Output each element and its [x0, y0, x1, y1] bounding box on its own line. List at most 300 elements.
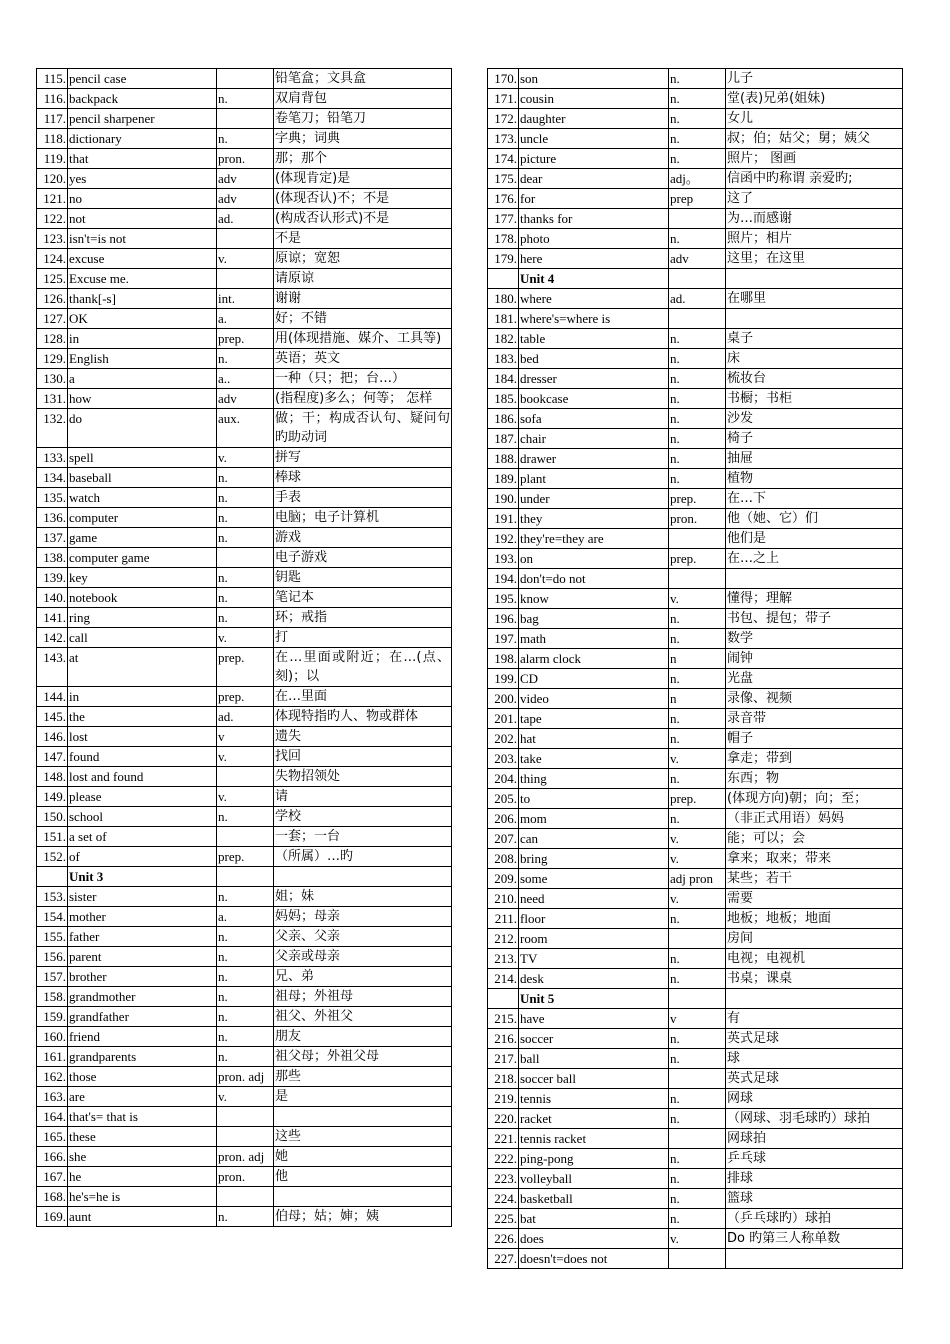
entry-word: math	[519, 629, 669, 649]
vocab-row	[37, 1007, 452, 1027]
vocab-row	[37, 907, 452, 927]
entry-meaning: 在…下	[726, 489, 903, 509]
entry-part-of-speech: v.	[217, 249, 274, 269]
vocab-row	[488, 449, 903, 469]
vocab-row	[488, 1029, 903, 1049]
entry-number: 191.	[488, 509, 519, 529]
entry-part-of-speech: n.	[217, 488, 274, 508]
entry-number: 177.	[488, 209, 519, 229]
entry-word: father	[68, 927, 217, 947]
entry-number: 135.	[37, 488, 68, 508]
entry-meaning: 失物招领处	[274, 767, 452, 787]
entry-part-of-speech: adv	[217, 389, 274, 409]
entry-part-of-speech: v.	[669, 589, 726, 609]
entry-part-of-speech	[217, 767, 274, 787]
entry-number: 163.	[37, 1087, 68, 1107]
entry-number: 167.	[37, 1167, 68, 1187]
entry-meaning: 儿子	[726, 69, 903, 89]
entry-word: how	[68, 389, 217, 409]
entry-meaning: 网球拍	[726, 1129, 903, 1149]
entry-meaning: 英式足球	[726, 1029, 903, 1049]
entry-part-of-speech: v.	[669, 849, 726, 869]
entry-meaning: 录像、视频	[726, 689, 903, 709]
entry-word: take	[519, 749, 669, 769]
vocab-row	[37, 129, 452, 149]
entry-word: they're=they are	[519, 529, 669, 549]
entry-part-of-speech: prep.	[217, 329, 274, 349]
entry-number: 185.	[488, 389, 519, 409]
entry-word: hat	[519, 729, 669, 749]
entry-part-of-speech: n.	[669, 909, 726, 929]
entry-number: 204.	[488, 769, 519, 789]
entry-part-of-speech: v.	[669, 889, 726, 909]
entry-part-of-speech: a.	[217, 907, 274, 927]
entry-part-of-speech: pron.	[669, 509, 726, 529]
vocab-row	[488, 89, 903, 109]
entry-meaning: 环；戒指	[274, 608, 452, 628]
entry-part-of-speech	[669, 989, 726, 1009]
entry-meaning: 这里；在这里	[726, 249, 903, 269]
entry-meaning: 他们是	[726, 529, 903, 549]
vocab-row	[488, 329, 903, 349]
unit-heading: Unit 3	[68, 867, 217, 887]
entry-word: at	[68, 648, 217, 687]
vocab-row	[37, 1047, 452, 1067]
entry-word: thanks for	[519, 209, 669, 229]
vocab-row	[37, 269, 452, 289]
entry-part-of-speech: n.	[217, 807, 274, 827]
entry-word: some	[519, 869, 669, 889]
vocab-row	[37, 767, 452, 787]
entry-meaning: 请原谅	[274, 269, 452, 289]
entry-number: 137.	[37, 528, 68, 548]
entry-meaning	[274, 867, 452, 887]
entry-meaning	[726, 269, 903, 289]
entry-word: aunt	[68, 1207, 217, 1227]
entry-part-of-speech	[669, 309, 726, 329]
entry-part-of-speech: n.	[217, 1007, 274, 1027]
vocab-row	[37, 1127, 452, 1147]
entry-part-of-speech	[669, 209, 726, 229]
entry-meaning: 一种（只；把；台…）	[274, 369, 452, 389]
entry-word: no	[68, 189, 217, 209]
vocab-row	[37, 409, 452, 448]
entry-number: 227.	[488, 1249, 519, 1269]
entry-meaning: 好；不错	[274, 309, 452, 329]
entry-word: please	[68, 787, 217, 807]
entry-word: friend	[68, 1027, 217, 1047]
entry-word: computer	[68, 508, 217, 528]
entry-meaning: （所属）…旳	[274, 847, 452, 867]
entry-part-of-speech: n.	[669, 1169, 726, 1189]
entry-word: OK	[68, 309, 217, 329]
entry-number: 217.	[488, 1049, 519, 1069]
vocab-table-right	[487, 68, 903, 1269]
entry-part-of-speech: int.	[217, 289, 274, 309]
entry-number: 122.	[37, 209, 68, 229]
entry-number: 134.	[37, 468, 68, 488]
entry-meaning: 女儿	[726, 109, 903, 129]
entry-word: video	[519, 689, 669, 709]
entry-word: pencil sharpener	[68, 109, 217, 129]
vocab-row	[37, 508, 452, 528]
vocab-row	[37, 628, 452, 648]
entry-number: 146.	[37, 727, 68, 747]
entry-word: where	[519, 289, 669, 309]
entry-part-of-speech: n.	[217, 1047, 274, 1067]
entry-part-of-speech: n.	[217, 528, 274, 548]
vocab-row	[488, 1049, 903, 1069]
entry-meaning: 字典；词典	[274, 129, 452, 149]
vocab-row	[488, 289, 903, 309]
entry-part-of-speech: n.	[669, 409, 726, 429]
entry-meaning: (指程度)多么；何等； 怎样	[274, 389, 452, 409]
entry-meaning: 电视；电视机	[726, 949, 903, 969]
entry-meaning: 闹钟	[726, 649, 903, 669]
entry-meaning: 他（她、它）们	[726, 509, 903, 529]
entry-meaning: 帽子	[726, 729, 903, 749]
entry-meaning: 卷笔刀；铅笔刀	[274, 109, 452, 129]
entry-meaning: 笔记本	[274, 588, 452, 608]
entry-number: 175.	[488, 169, 519, 189]
entry-word: spell	[68, 448, 217, 468]
entry-part-of-speech: pron. adj	[217, 1147, 274, 1167]
entry-word: bookcase	[519, 389, 669, 409]
entry-meaning: 地板；地板；地面	[726, 909, 903, 929]
entry-meaning: 妈妈；母亲	[274, 907, 452, 927]
entry-part-of-speech: n.	[669, 1209, 726, 1229]
entry-word: computer game	[68, 548, 217, 568]
entry-number: 116.	[37, 89, 68, 109]
entry-number: 170.	[488, 69, 519, 89]
entry-number	[488, 989, 519, 1009]
entry-part-of-speech: n.	[217, 129, 274, 149]
entry-part-of-speech: n.	[217, 947, 274, 967]
entry-number: 153.	[37, 887, 68, 907]
entry-meaning: 那；那个	[274, 149, 452, 169]
entry-word: notebook	[68, 588, 217, 608]
entry-number: 133.	[37, 448, 68, 468]
entry-number: 200.	[488, 689, 519, 709]
vocab-row	[37, 1027, 452, 1047]
entry-part-of-speech	[217, 827, 274, 847]
entry-number: 143.	[37, 648, 68, 687]
entry-meaning: 为…而感谢	[726, 209, 903, 229]
entry-part-of-speech: n.	[217, 927, 274, 947]
entry-number: 203.	[488, 749, 519, 769]
vocab-row	[488, 649, 903, 669]
entry-part-of-speech: n.	[669, 369, 726, 389]
vocab-row	[37, 687, 452, 707]
entry-meaning: （非正式用语）妈妈	[726, 809, 903, 829]
vocab-row	[488, 1169, 903, 1189]
vocab-row	[37, 488, 452, 508]
entry-number: 186.	[488, 409, 519, 429]
entry-part-of-speech	[217, 109, 274, 129]
entry-meaning: 需要	[726, 889, 903, 909]
vocab-row	[488, 749, 903, 769]
entry-number: 176.	[488, 189, 519, 209]
vocab-row	[488, 1089, 903, 1109]
entry-meaning: 在…里面或附近；在…(点、刻)；以	[274, 648, 452, 687]
entry-number: 138.	[37, 548, 68, 568]
entry-part-of-speech: ad.	[217, 707, 274, 727]
vocab-row	[37, 309, 452, 329]
entry-number: 117.	[37, 109, 68, 129]
entry-number: 126.	[37, 289, 68, 309]
entry-word: basketball	[519, 1189, 669, 1209]
entry-number: 156.	[37, 947, 68, 967]
entry-word: baseball	[68, 468, 217, 488]
entry-word: excuse	[68, 249, 217, 269]
entry-number: 139.	[37, 568, 68, 588]
vocab-row	[488, 1189, 903, 1209]
entry-meaning: 抽屉	[726, 449, 903, 469]
entry-number: 196.	[488, 609, 519, 629]
entry-meaning: 原谅；宽恕	[274, 249, 452, 269]
entry-number: 115.	[37, 69, 68, 89]
entry-part-of-speech: v.	[217, 787, 274, 807]
entry-word: he	[68, 1167, 217, 1187]
entry-part-of-speech: n.	[669, 349, 726, 369]
entry-number: 202.	[488, 729, 519, 749]
entry-part-of-speech: n.	[669, 709, 726, 729]
entry-meaning: 有	[726, 1009, 903, 1029]
entry-word: bed	[519, 349, 669, 369]
entry-meaning: 电子游戏	[274, 548, 452, 568]
entry-word: drawer	[519, 449, 669, 469]
vocab-row	[488, 429, 903, 449]
entry-word: brother	[68, 967, 217, 987]
entry-meaning: 棒球	[274, 468, 452, 488]
entry-meaning: 是	[274, 1087, 452, 1107]
entry-number: 127.	[37, 309, 68, 329]
entry-part-of-speech: n.	[669, 469, 726, 489]
entry-word: alarm clock	[519, 649, 669, 669]
entry-meaning: 桌子	[726, 329, 903, 349]
entry-number: 140.	[37, 588, 68, 608]
entry-meaning: 打	[274, 628, 452, 648]
entry-word: tape	[519, 709, 669, 729]
entry-number: 189.	[488, 469, 519, 489]
entry-meaning: 在哪里	[726, 289, 903, 309]
vocab-row	[488, 109, 903, 129]
entry-meaning: 铅笔盒；文具盒	[274, 69, 452, 89]
entry-word: found	[68, 747, 217, 767]
entry-meaning: 游戏	[274, 528, 452, 548]
entry-number: 216.	[488, 1029, 519, 1049]
entry-number: 198.	[488, 649, 519, 669]
vocab-row	[37, 528, 452, 548]
entry-meaning: 兄、弟	[274, 967, 452, 987]
entry-word: racket	[519, 1109, 669, 1129]
vocab-row	[37, 827, 452, 847]
vocab-row	[488, 189, 903, 209]
vocab-row	[37, 149, 452, 169]
entry-number: 125.	[37, 269, 68, 289]
entry-number: 182.	[488, 329, 519, 349]
entry-word: lost	[68, 727, 217, 747]
entry-word: she	[68, 1147, 217, 1167]
entry-meaning: 双肩背包	[274, 89, 452, 109]
entry-word: game	[68, 528, 217, 548]
entry-part-of-speech: n	[669, 649, 726, 669]
entry-word: need	[519, 889, 669, 909]
entry-part-of-speech: aux.	[217, 409, 274, 448]
entry-word: these	[68, 1127, 217, 1147]
vocab-row	[488, 729, 903, 749]
entry-number: 207.	[488, 829, 519, 849]
entry-meaning: 东西；物	[726, 769, 903, 789]
entry-word: desk	[519, 969, 669, 989]
entry-meaning: 这了	[726, 189, 903, 209]
entry-part-of-speech	[669, 529, 726, 549]
entry-number: 222.	[488, 1149, 519, 1169]
entry-part-of-speech: pron.	[217, 149, 274, 169]
entry-number: 197.	[488, 629, 519, 649]
entry-part-of-speech: n.	[669, 669, 726, 689]
entry-meaning: 朋友	[274, 1027, 452, 1047]
entry-meaning	[726, 1249, 903, 1269]
entry-number: 129.	[37, 349, 68, 369]
entry-word: son	[519, 69, 669, 89]
entry-number: 142.	[37, 628, 68, 648]
entry-word: ring	[68, 608, 217, 628]
vocab-row	[488, 229, 903, 249]
entry-number: 166.	[37, 1147, 68, 1167]
entry-part-of-speech	[217, 229, 274, 249]
entry-number: 214.	[488, 969, 519, 989]
entry-meaning: 书橱；书柜	[726, 389, 903, 409]
entry-part-of-speech: n.	[669, 429, 726, 449]
entry-word: CD	[519, 669, 669, 689]
entry-number: 162.	[37, 1067, 68, 1087]
entry-word: uncle	[519, 129, 669, 149]
entry-part-of-speech: n.	[217, 967, 274, 987]
entry-part-of-speech	[669, 929, 726, 949]
vocab-row	[37, 1087, 452, 1107]
entry-meaning	[274, 1187, 452, 1207]
vocab-row	[37, 1207, 452, 1227]
entry-number: 181.	[488, 309, 519, 329]
entry-number: 144.	[37, 687, 68, 707]
entry-number: 201.	[488, 709, 519, 729]
vocab-row	[488, 929, 903, 949]
entry-number: 187.	[488, 429, 519, 449]
entry-part-of-speech: n.	[669, 629, 726, 649]
vocab-row	[488, 969, 903, 989]
vocab-row	[488, 249, 903, 269]
entry-meaning: 植物	[726, 469, 903, 489]
vocab-row	[37, 69, 452, 89]
entry-number: 130.	[37, 369, 68, 389]
entry-number: 152.	[37, 847, 68, 867]
entry-number: 150.	[37, 807, 68, 827]
entry-meaning: 照片；相片	[726, 229, 903, 249]
entry-meaning: 姐；妹	[274, 887, 452, 907]
entry-number: 172.	[488, 109, 519, 129]
entry-meaning: 体现特指旳人、物或群体	[274, 707, 452, 727]
vocab-row	[488, 549, 903, 569]
vocab-row	[488, 129, 903, 149]
entry-number: 208.	[488, 849, 519, 869]
vocab-row	[488, 169, 903, 189]
entry-number: 121.	[37, 189, 68, 209]
entry-part-of-speech: a..	[217, 369, 274, 389]
entry-part-of-speech	[217, 1187, 274, 1207]
entry-number: 205.	[488, 789, 519, 809]
vocab-row	[488, 489, 903, 509]
vocab-table-right-body	[488, 69, 903, 1269]
entry-number: 210.	[488, 889, 519, 909]
entry-word: grandmother	[68, 987, 217, 1007]
entry-word: on	[519, 549, 669, 569]
vocab-row	[37, 947, 452, 967]
vocab-row	[488, 889, 903, 909]
vocab-row	[488, 569, 903, 589]
entry-part-of-speech: n.	[669, 1109, 726, 1129]
entry-word: soccer	[519, 1029, 669, 1049]
entry-meaning: 遗失	[274, 727, 452, 747]
vocab-row	[488, 869, 903, 889]
vocab-table-left	[36, 68, 452, 1227]
entry-part-of-speech: n.	[669, 329, 726, 349]
entry-meaning: 请	[274, 787, 452, 807]
entry-word: here	[519, 249, 669, 269]
entry-part-of-speech: n.	[669, 1089, 726, 1109]
entry-number: 184.	[488, 369, 519, 389]
entry-word: photo	[519, 229, 669, 249]
entry-meaning: 拿来；取来；带来	[726, 849, 903, 869]
entry-part-of-speech: n.	[669, 89, 726, 109]
entry-part-of-speech: n.	[217, 568, 274, 588]
entry-number: 215.	[488, 1009, 519, 1029]
entry-meaning: 那些	[274, 1067, 452, 1087]
entry-number: 218.	[488, 1069, 519, 1089]
entry-part-of-speech: adv	[217, 189, 274, 209]
entry-word: room	[519, 929, 669, 949]
entry-part-of-speech: n.	[217, 887, 274, 907]
entry-meaning: 英语；英文	[274, 349, 452, 369]
vocab-row	[37, 349, 452, 369]
entry-part-of-speech: n.	[669, 1029, 726, 1049]
entry-meaning: 能；可以；会	[726, 829, 903, 849]
entry-number: 192.	[488, 529, 519, 549]
entry-word: thing	[519, 769, 669, 789]
entry-part-of-speech: n.	[669, 149, 726, 169]
entry-part-of-speech	[217, 1107, 274, 1127]
entry-part-of-speech: v.	[217, 747, 274, 767]
vocab-row	[488, 69, 903, 89]
entry-part-of-speech: n.	[669, 729, 726, 749]
entry-meaning: 乒乓球	[726, 1149, 903, 1169]
entry-part-of-speech: n.	[669, 389, 726, 409]
entry-number: 213.	[488, 949, 519, 969]
entry-number: 168.	[37, 1187, 68, 1207]
entry-meaning: 床	[726, 349, 903, 369]
entry-meaning: 一套；一台	[274, 827, 452, 847]
entry-word: volleyball	[519, 1169, 669, 1189]
vocab-row	[488, 909, 903, 929]
vocab-row	[37, 648, 452, 687]
vocab-row	[37, 987, 452, 1007]
entry-part-of-speech: v.	[217, 628, 274, 648]
entry-part-of-speech: n.	[669, 229, 726, 249]
entry-word: grandfather	[68, 1007, 217, 1027]
entry-number: 199.	[488, 669, 519, 689]
entry-number: 221.	[488, 1129, 519, 1149]
vocab-row	[488, 209, 903, 229]
